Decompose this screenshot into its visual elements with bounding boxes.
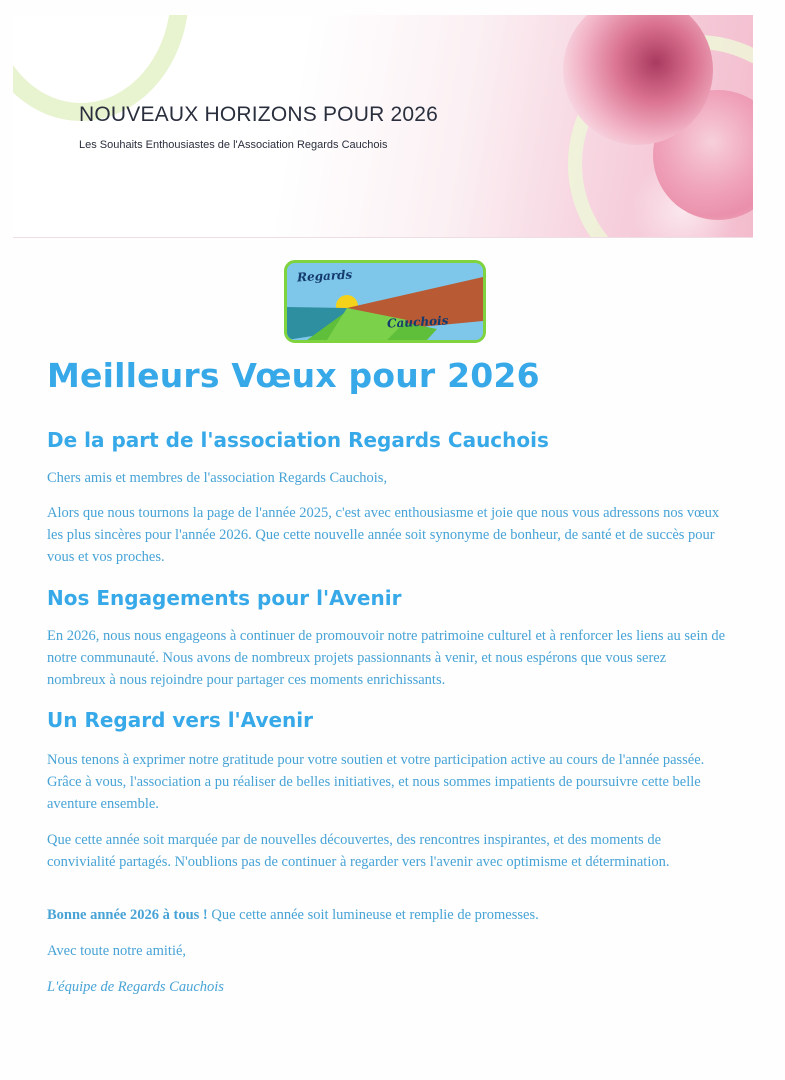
- logo-text-regards: Regards: [296, 267, 353, 285]
- association-logo: [284, 260, 486, 343]
- logo-text-cauchois: Cauchois: [386, 313, 449, 331]
- signature: L'équipe de Regards Cauchois: [47, 979, 224, 995]
- greeting-paragraph: Chers amis et membres de l'association Regards Cauchois,: [47, 470, 388, 486]
- header-banner: [13, 15, 753, 238]
- section-heading-engagements: Nos Engagements pour l'Avenir: [47, 586, 402, 610]
- banner-subtitle: Les Souhaits Enthousiastes de l'Association Regards Cauchois: [79, 139, 388, 151]
- page-subtitle: De la part de l'association Regards Cauchois: [47, 428, 549, 452]
- section-heading-regard: Un Regard vers l'Avenir: [47, 708, 313, 732]
- banner-title: NOUVEAUX HORIZONS POUR 2026: [79, 103, 438, 126]
- gratitude-paragraph: Nous tenons à exprimer notre gratitude pour votre soutien et votre participation active au cours de l'année passée. Grâce à vous, l'association a pu réaliser de belles initiatives, et nous sommes impatients de poursuivre cette belle aventure ensemble.: [47, 752, 705, 812]
- wishes-paragraph: Que cette année soit marquée par de nouvelles découvertes, des rencontres inspirantes, et des moments de convivialité partagés. N'oublions pas de continuer à regarder vers l'avenir avec optimisme et détermination.: [47, 832, 670, 870]
- page-title: Meilleurs Vœux pour 2026: [47, 356, 540, 395]
- closing-bold-text: Bonne année 2026 à tous !: [47, 907, 208, 923]
- engagements-paragraph: En 2026, nous nous engageons à continuer de promouvoir notre patrimoine culturel et à renforcer les liens au sein de notre communauté. Nous avons de nombreux projets passionnants à venir, et nous espérons que vous serez nombreux à nous rejoindre pour partager ces moments enrichissants.: [47, 628, 726, 688]
- closing-paragraph: [47, 904, 539, 926]
- intro-paragraph: Alors que nous tournons la page de l'année 2025, c'est avec enthousiasme et joie que nous vous adressons nos vœux les plus sincères pour l'année 2026. Que cette nouvelle année soit synonyme de bonheur, de santé et de succès pour vous et vos proches.: [47, 505, 720, 565]
- regards-line: Avec toute notre amitié,: [47, 943, 187, 959]
- closing-text: Que cette année soit lumineuse et remplie de promesses.: [207, 907, 539, 923]
